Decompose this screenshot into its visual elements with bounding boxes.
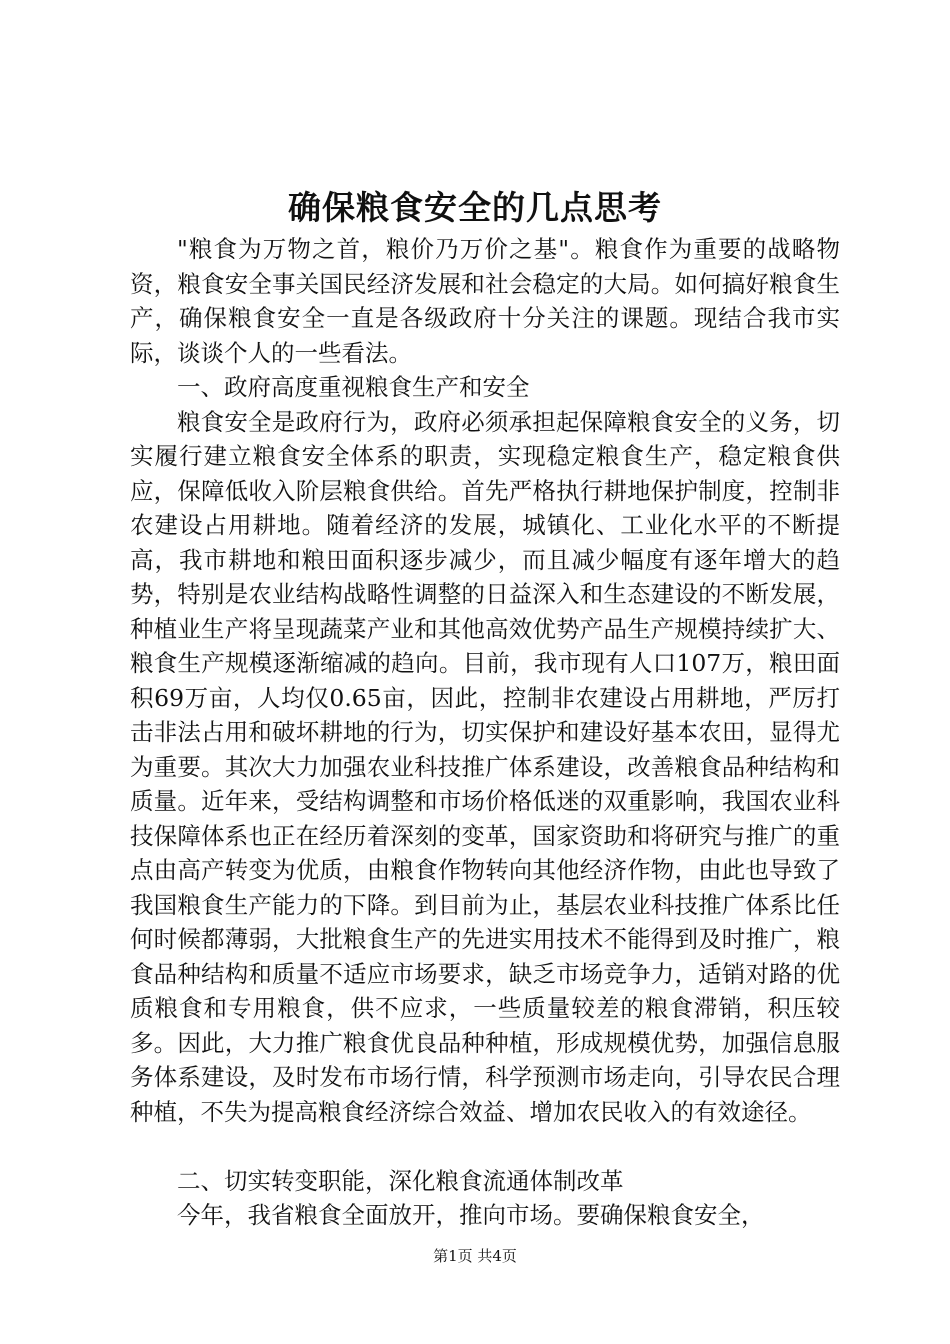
section-2-paragraph: 今年，我省粮食全面放开，推向市场。要确保粮食安全， (177, 1201, 765, 1229)
document-title: 确保粮食安全的几点思考 (288, 188, 662, 227)
section-1-paragraph: 粮食安全是政府行为，政府必须承担起保障粮食安全的义务，切实履行建立粮食安全体系的职责，实现稳定粮食生产，稳定粮食供应，保障低收入阶层粮食供给。首先严格执行耕地保护制度，控制非农建设占用耕地。随着经济的发展，城镇化、工业化水平的不断提高，我市耕地和粮田面积逐步减少，而且减少幅度有逐年增大的趋势，特别是农业结构战略性调整的日益深入和生态建设的不断发展，种植业生产将呈现蔬菜产业和其他高效优势产品生产规模持续扩大、粮食生产规模逐渐缩减的趋向。目前，我市现有人口107万，粮田面积69万亩，人均仅0.65亩，因此，控制非农建设占用耕地，严厉打击非法占用和破坏耕地的行为，切实保护和建设好基本农田，显得尤为重要。其次大力加强农业科技推广体系建设，改善粮食品种结构和质量。近年来，受结构调整和市场价格低迷的双重影响，我国农业科技保障体系也正在经历着深刻的变革，国家资助和将研究与推广的重点由高产转变为优质，由粮食作物转向其他经济作物，由此也导致了我国粮食生产能力的下降。到目前为止，基层农业科技推广体系比任何时候都薄弱，大批粮食生产的先进实用技术不能得到及时推广，粮食品种结构和质量不适应市场要求，缺乏市场竞争力，适销对路的优质粮食和专用粮食，供不应求，一些质量较差的粮食滞销，积压较多。因此，大力推广粮食优良品种种植，形成规模优势，加强信息服务体系建设，及时发布市场行情，科学预测市场走向，引导农民合理种植，不失为提高粮食经济综合效益、增加农民收入的有效途径。 (130, 407, 840, 1126)
paragraph-spacer (130, 1129, 840, 1164)
section-heading-1: 一、政府高度重视粮食生产和安全 (177, 373, 530, 401)
page-number-footer: 第1页 共4页 (433, 1247, 517, 1265)
intro-paragraph: "粮食为万物之首，粮价乃万价之基"。粮食作为重要的战略物资，粮食安全事关国民经济发展和社会稳定的大局。如何搞好粮食生产，确保粮食安全一直是各级政府十分关注的课题。现结合我市实际，谈谈个人的一些看法。 (130, 235, 840, 367)
section-heading-2: 二、切实转变职能，深化粮食流通体制改革 (177, 1166, 624, 1195)
document-body (130, 232, 840, 1233)
